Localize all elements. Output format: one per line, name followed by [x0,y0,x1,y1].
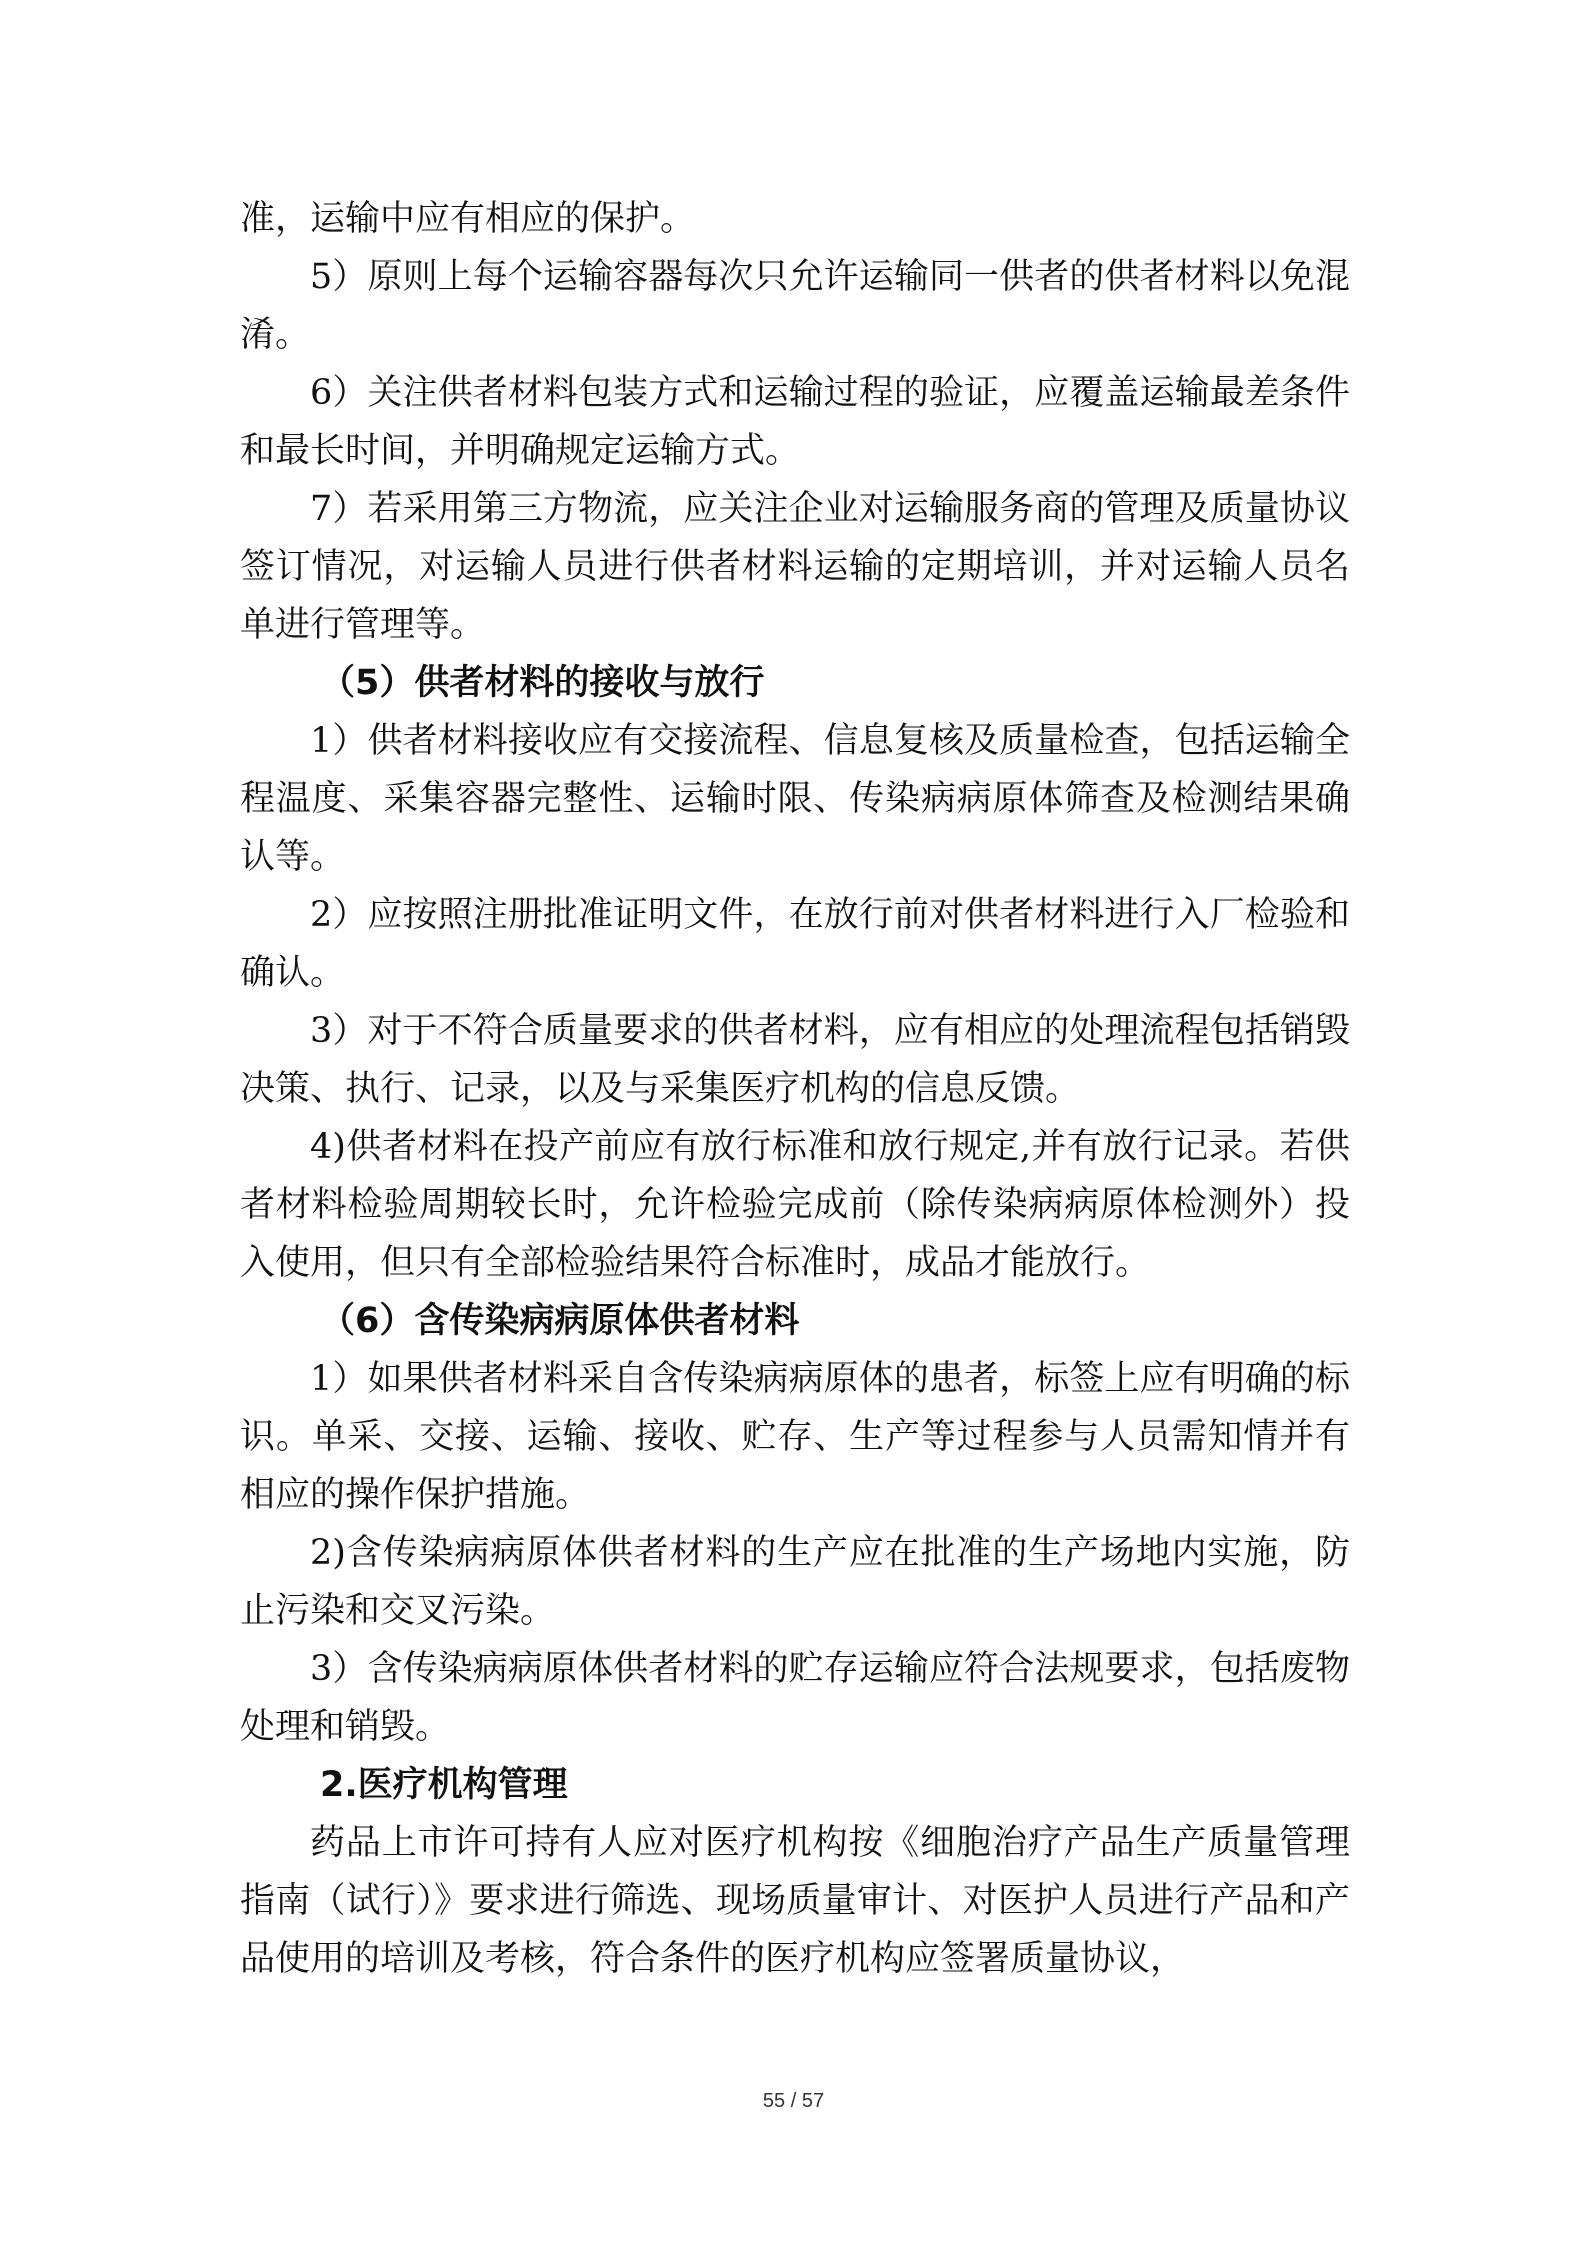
section-heading-5: （5）供者材料的接收与放行 [320,663,765,703]
paragraph-medical-institution: 药品上市许可持有人应对医疗机构按《细胞治疗产品生产质量管理指南（试行）》要求进行筛选、现场质量审计、对医护人员进行产品和产品使用的培训及考核，符合条件的医疗机构应签署质量协议， [240,1823,1350,1979]
paragraph-item-7: 7）若采用第三方物流，应关注企业对运输服务商的管理及质量协议签订情况，对运输人员进行供者材料运输的定期培训，并对运输人员名单进行管理等。 [240,489,1350,645]
paragraph-pathogen-1: 1）如果供者材料采自含传染病病原体的患者，标签上应有明确的标识。单采、交接、运输、接收、贮存、生产等过程参与人员需知情并有相应的操作保护措施。 [240,1359,1350,1515]
paragraph-item-6: 6）关注供者材料包装方式和运输过程的验证，应覆盖运输最差条件和最长时间，并明确规定运输方式。 [240,373,1350,471]
paragraph-receipt-3: 3）对于不符合质量要求的供者材料，应有相应的处理流程包括销毁决策、执行、记录，以及与采集医疗机构的信息反馈。 [240,1011,1350,1109]
document-body [240,190,1350,1988]
paragraph-receipt-4: 4)供者材料在投产前应有放行标准和放行规定,并有放行记录。若供者材料检验周期较长时，允许检验完成前（除传染病病原体检测外）投入使用，但只有全部检验结果符合标准时，成品才能放行。 [240,1127,1350,1283]
paragraph-receipt-1: 1）供者材料接收应有交接流程、信息复核及质量检查，包括运输全程温度、采集容器完整性、运输时限、传染病病原体筛查及检测结果确认等。 [240,721,1350,877]
paragraph-receipt-2: 2）应按照注册批准证明文件，在放行前对供者材料进行入厂检验和确认。 [240,895,1350,993]
section-heading-6: （6）含传染病病原体供者材料 [320,1301,800,1341]
paragraph-item-5: 5）原则上每个运输容器每次只允许运输同一供者的供者材料以免混淆。 [240,257,1350,355]
paragraph-pathogen-2: 2)含传染病病原体供者材料的生产应在批准的生产场地内实施，防止污染和交叉污染。 [240,1533,1350,1631]
paragraph-continuation: 准，运输中应有相应的保护。 [240,199,696,239]
page-indicator: 55 / 57 [762,2090,825,2112]
section-heading-medical-institution: 2.医疗机构管理 [320,1765,568,1805]
paragraph-pathogen-3: 3）含传染病病原体供者材料的贮存运输应符合法规要求，包括废物处理和销毁。 [240,1649,1350,1747]
